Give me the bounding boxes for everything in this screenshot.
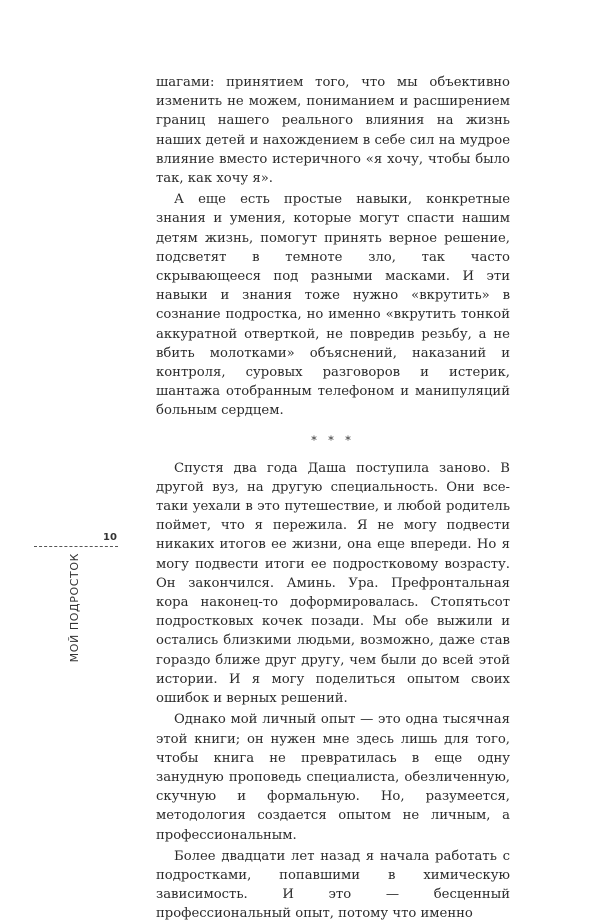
section-separator: * * * — [311, 433, 355, 447]
paragraph-1: шагами: принятием того, что мы объективно изменить не можем, пониманием и расширением границ нашего реального влияния на жизнь наших детей и нахождением в себе сил на мудрое влияние вместо истеричного «я хочу, чтобы было так, как хочу я». — [156, 75, 510, 187]
paragraph-3: Спустя два года Даша поступила заново. В другой вуз, на другую специальность. Они все-таки уехали в это путешествие, и любой родитель поймет, что я пережила. Я не могу подвести никаких итогов ее жизни, она еще впереди. Но я могу подвести итоги ее подростковому возрасту. Он закончился. Аминь. Ура. Префронтальная кора наконец-то доформировалась. Стопятьсот подростковых кочек позади. Мы обе выжили и остались близкими людьми, возможно, даже став гораздо ближе друг другу, чем были до всей этой истории. И я могу поделиться опытом своих ошибок и верных решений. — [156, 460, 510, 707]
page-number: 10 — [103, 532, 117, 543]
margin-dashed-rule — [34, 546, 118, 547]
running-head: МОЙ ПОДРОСТОК — [68, 553, 81, 663]
paragraph-4: Однако мой личный опыт — это одна тысячная этой книги; он нужен мне здесь лишь для того, чтобы книга не превратилась в еще одну занудную проповедь специалиста, обезличенную, скучную и формальную. Но, разумеется, методология создается опытом не личным, а профессиональным. — [156, 712, 510, 843]
body-text — [156, 73, 510, 924]
paragraph-2: А еще есть простые навыки, конкретные знания и умения, которые могут спасти нашим детям жизнь, помогут принять верное решение, подсветят в темноте зло, так часто скрывающееся под разными масками. И эти навыки и знания тоже нужно «вкрутить» в сознание подростка, но именно «вкрутить тонкой аккуратной отверткой, не повредив резьбу, а не вбить молотками» объяснений, наказаний и контроля, суровых разговоров и истерик, шантажа отобранным телефоном и манипуляций больным сердцем. — [156, 192, 510, 419]
paragraph-5: Более двадцати лет назад я начала работать с подростками, попавшими в химическую зависимость. И это — бесценный профессиональный опыт, потому что именно — [156, 848, 510, 922]
